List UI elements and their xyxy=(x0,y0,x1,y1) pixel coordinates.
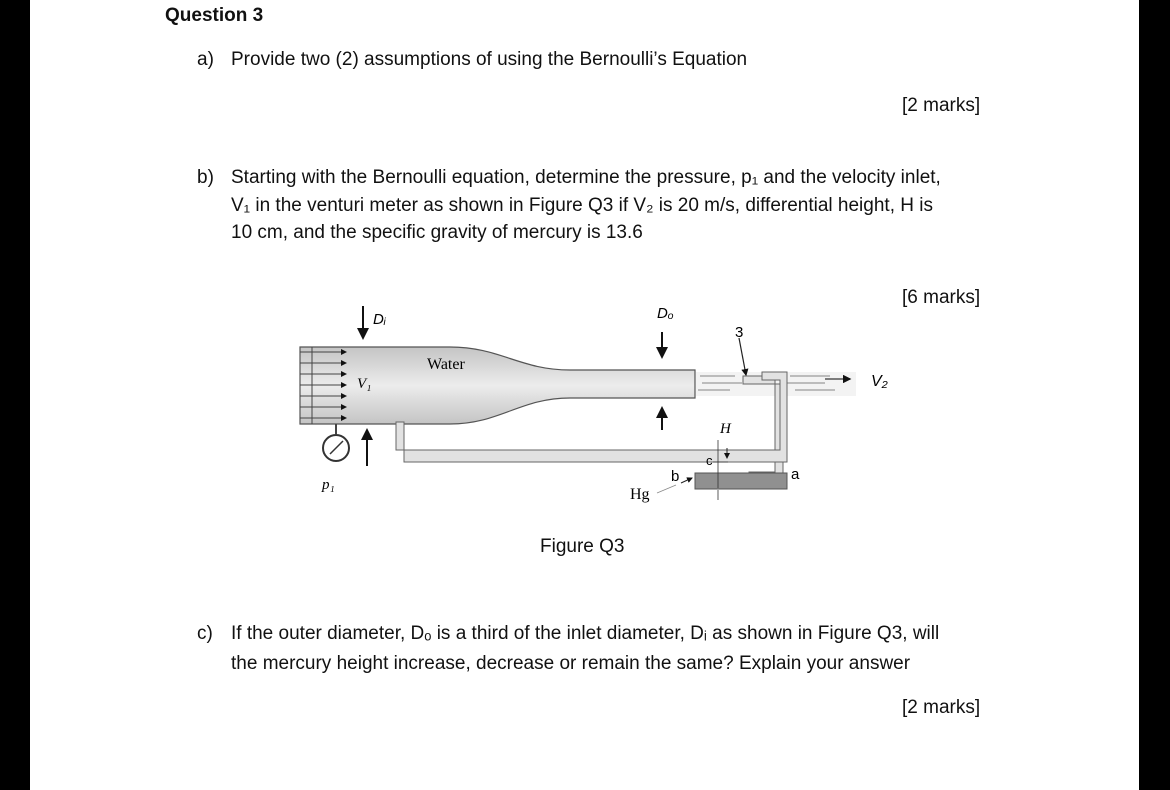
p1-label: p₁ xyxy=(322,477,335,493)
do-label: Dₒ xyxy=(657,305,674,322)
point-b-label: b xyxy=(671,468,680,485)
point-c-label: c xyxy=(706,453,713,468)
part-b-marks: [6 marks] xyxy=(902,287,981,308)
point-3-label: 3 xyxy=(735,324,744,341)
question-title: Question 3 xyxy=(165,5,264,26)
part-b-line2: V₁ in the venturi meter as shown in Figure Q3 if V₂ is 20 m/s, differential height, H is xyxy=(231,195,933,216)
part-a-text: Provide two (2) assumptions of using the Bernoulli’s Equation xyxy=(231,49,748,70)
part-b-line3: 10 cm, and the specific gravity of mercury is 13.6 xyxy=(231,222,643,243)
part-c-line2: the mercury height increase, decrease or remain the same? Explain your answer xyxy=(231,653,911,674)
water-label: Water xyxy=(427,356,465,373)
part-c-label: c) xyxy=(197,623,213,644)
part-c-marks: [2 marks] xyxy=(902,697,981,718)
di-label: Dᵢ xyxy=(373,311,386,328)
part-b-line1: Starting with the Bernoulli equation, determine the pressure, p₁ and the velocity inlet, xyxy=(231,167,941,188)
part-c-line1: If the outer diameter, Dₒ is a third of the inlet diameter, Dᵢ as shown in Figure Q3, will xyxy=(231,623,940,644)
v2-label: V₂ xyxy=(871,373,888,390)
point-a-label: a xyxy=(791,466,800,483)
document-page xyxy=(30,0,1139,790)
h-label: H xyxy=(720,421,731,437)
pressure-gauge-icon xyxy=(323,424,349,461)
figure-caption: Figure Q3 xyxy=(540,536,625,557)
part-b-label: b) xyxy=(197,167,214,188)
hg-label: Hg xyxy=(630,486,650,503)
part-a-marks: [2 marks] xyxy=(902,95,981,116)
v1-label: V₁ xyxy=(357,376,372,392)
mercury-column xyxy=(695,473,787,489)
part-a-label: a) xyxy=(197,49,214,70)
